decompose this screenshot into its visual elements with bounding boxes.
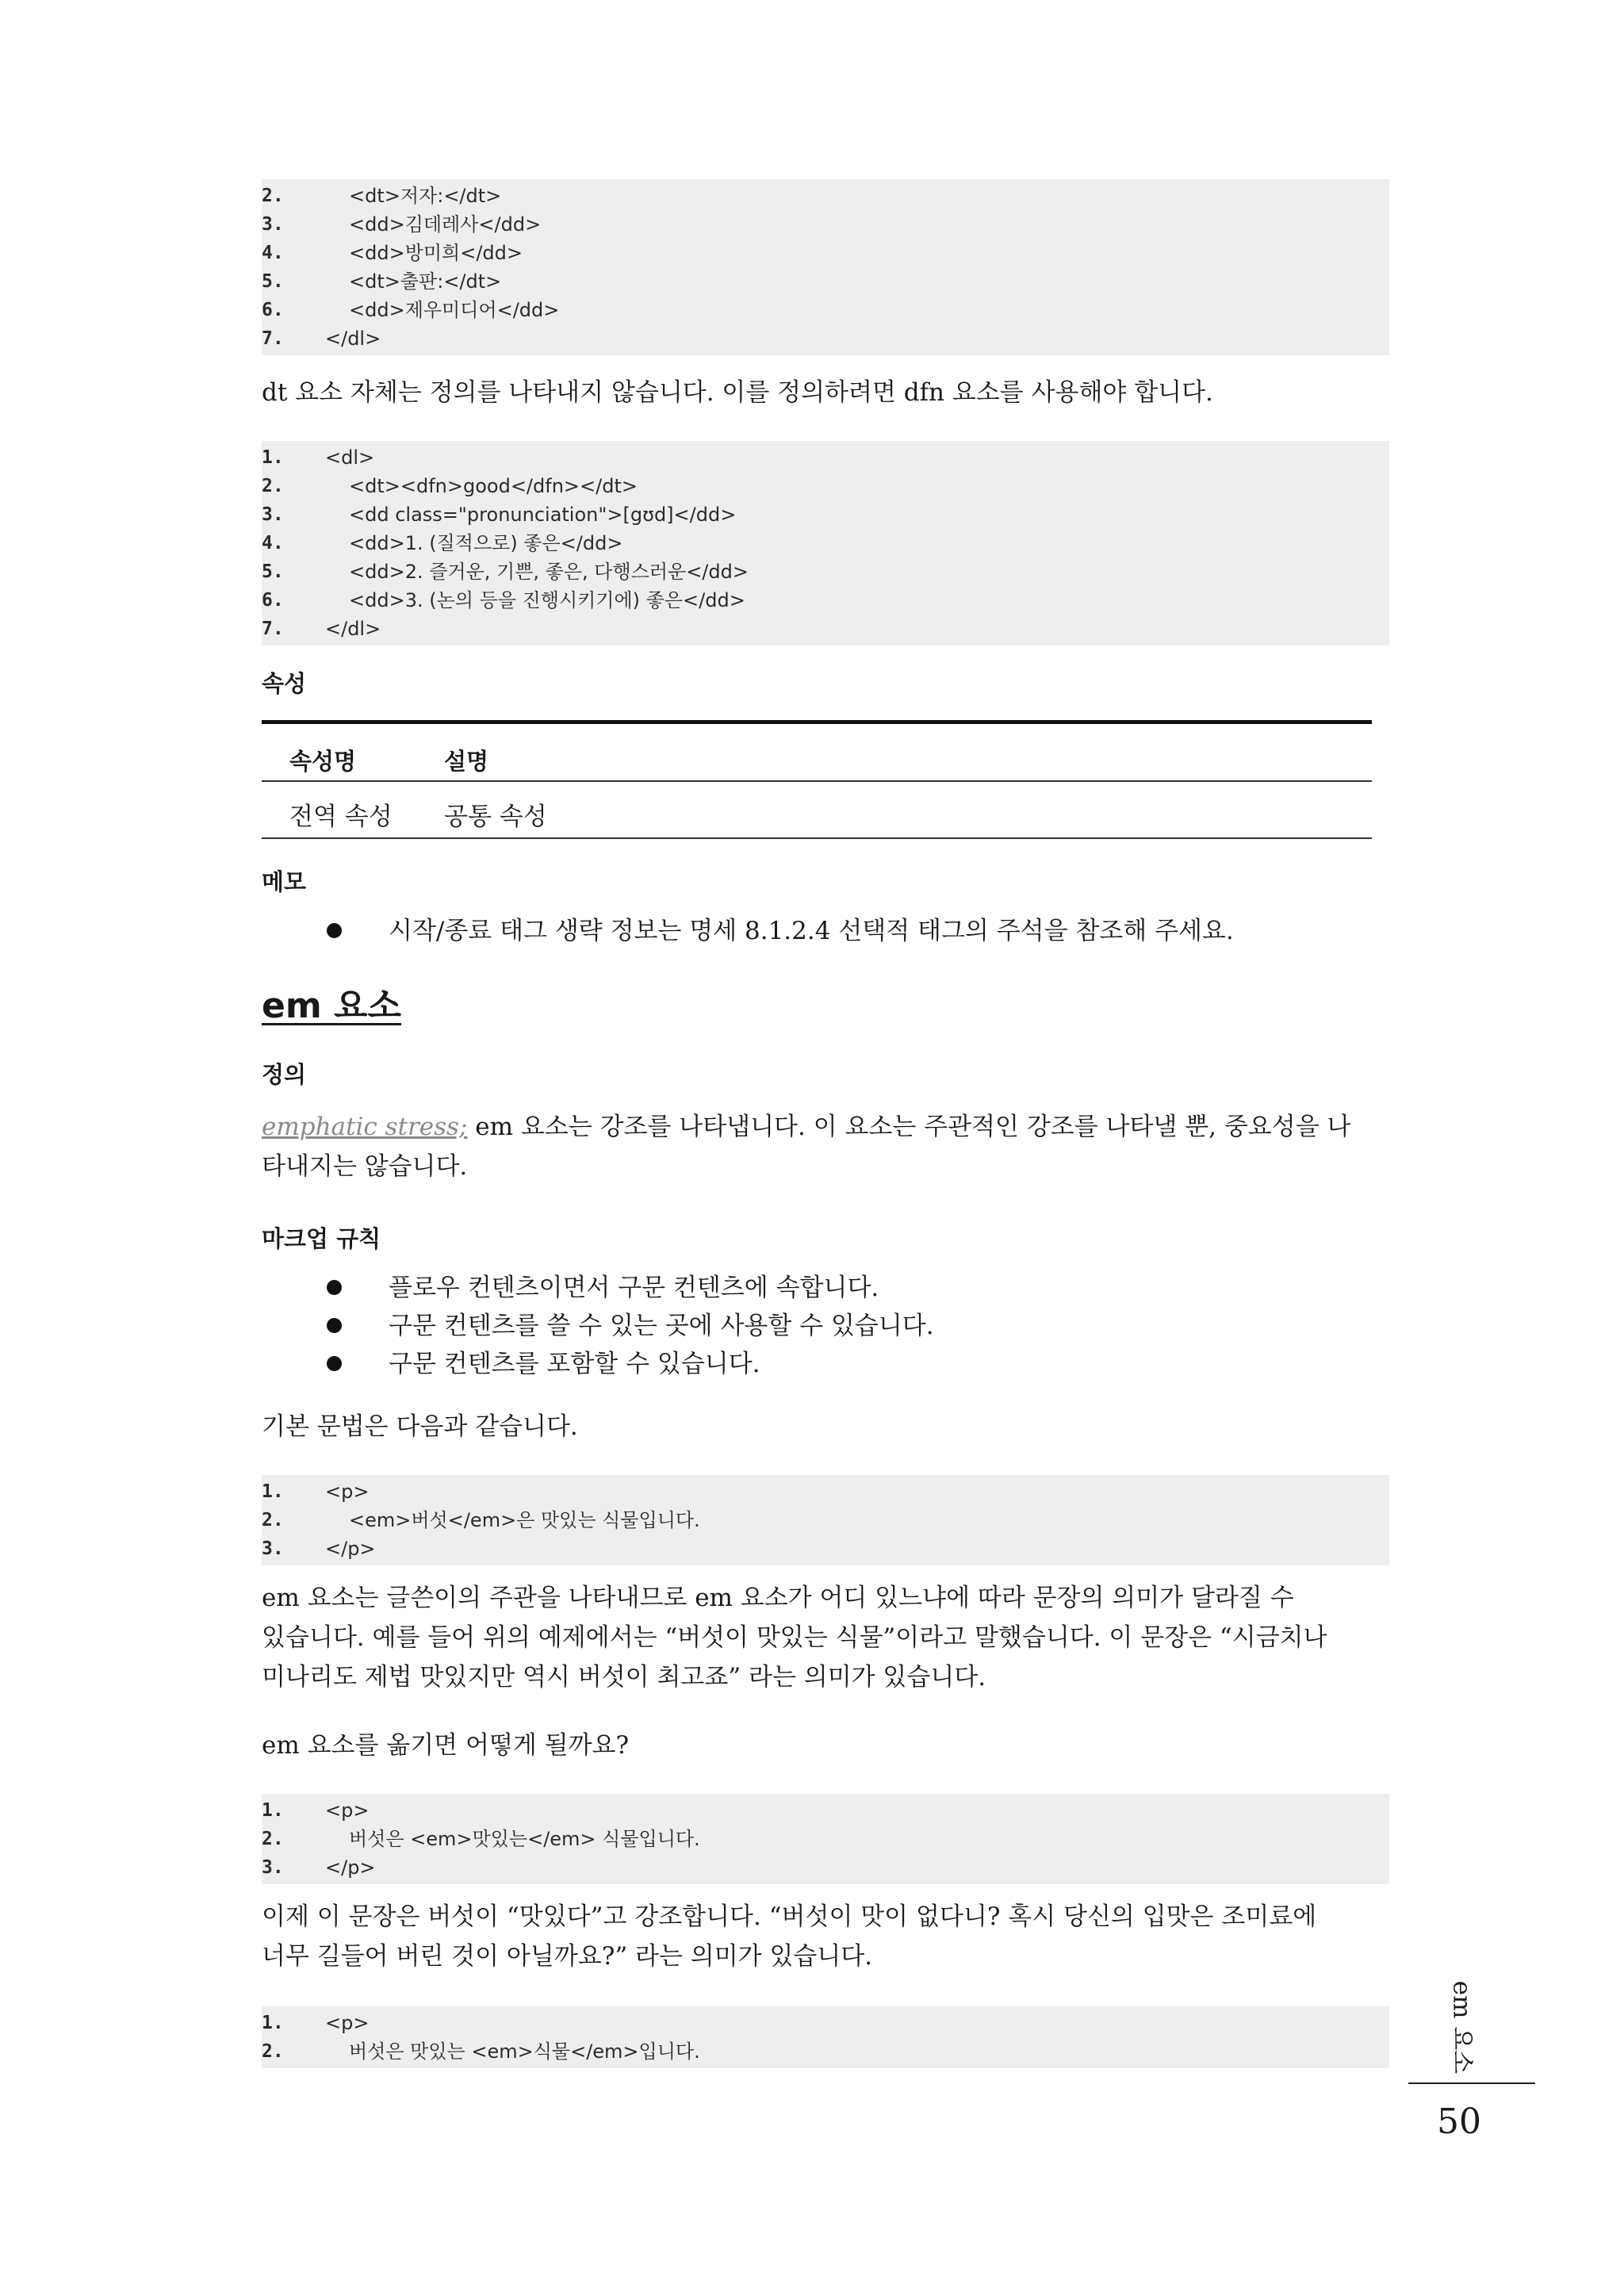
list-item: 시작/종료 태그 생략 정보는 명세 8.1.2.4 선택적 태그의 주석을 참조해 주세요. (327, 912, 1389, 950)
heading-definition: 정의 (262, 1061, 307, 1088)
bullet-icon (327, 1356, 342, 1371)
paragraph-em-emphasis: 이제 이 문장은 버섯이 “맛있다”고 강조합니다. “버섯이 맛이 없다니? 혹시 당신의 입맛은 조미료에 너무 길들어 버린 것이 아닐까요?” 라는 의미가 있습니다. (262, 1902, 1317, 1971)
code-line: 6. <dd>3. (논의 등을 진행시키기에) 좋은</dd> (262, 589, 745, 611)
chapter-side-label: em 요소 (1447, 1980, 1477, 2074)
code-line: 1. <p> (262, 2012, 370, 2034)
paragraph-dt-note: dt 요소 자체는 정의를 나타내지 않습니다. 이를 정의하려면 dfn 요소를 사용해야 합니다. (262, 378, 1213, 407)
code-block-em-moved (262, 1794, 1389, 1884)
code-line: 2. 버섯은 맛있는 <em>식물</em>입니다. (262, 2040, 700, 2063)
code-line: 2. <dt><dfn>good</dfn></dt> (262, 475, 638, 497)
table-cell-attr-name: 전역 속성 (289, 803, 393, 831)
table-cell-description: 공통 속성 (444, 803, 547, 831)
paragraph-definition: emphatic stress; em 요소는 강조를 나타냅니다. 이 요소는 주관적인 강조를 나타낼 뿐, 중요성을 나 타내지는 않습니다. (262, 1113, 1351, 1181)
definition-emphasis: emphatic stress; (262, 1113, 468, 1141)
code-line: 3. </p> (262, 1856, 376, 1879)
code-line: 1. <dl> (262, 446, 375, 469)
code-line: 3. <dd class="pronunciation">[gʊd]</dd> (262, 504, 737, 526)
list-item: 플로우 컨텐츠이면서 구문 컨텐츠에 속합니다. (327, 1269, 1389, 1307)
markup-rules-list (327, 1269, 1389, 1383)
bullet-icon (327, 1280, 342, 1295)
page-number: 50 (1437, 2102, 1481, 2142)
code-line: 4. <dd>1. (질적으로) 좋은</dd> (262, 532, 623, 554)
paragraph-em-meaning: em 요소는 글쓴이의 주관을 나타내므로 em 요소가 어디 있느냐에 따라 문장의 의미가 달라질 수 있습니다. 예를 들어 위의 예제에서는 “버섯이 맛있는 식물”이라고 말했습니다. 이 문장은 “시금치나 미나리도 제법 맛있지만 역시 버섯이 최고죠” 라는 의미가 있습니다. (262, 1584, 1327, 1692)
heading-memo: 메모 (262, 868, 307, 895)
list-item: 구문 컨텐츠를 쓸 수 있는 곳에 사용할 수 있습니다. (327, 1307, 1389, 1345)
bullet-icon (327, 1318, 342, 1333)
code-line: 3. </p> (262, 1538, 376, 1560)
code-line: 2. <dt>저자:</dt> (262, 185, 502, 207)
paragraph-basic-syntax: 기본 문법은 다음과 같습니다. (262, 1412, 578, 1441)
code-line: 2. 버섯은 <em>맛있는</em> 식물입니다. (262, 1828, 700, 1850)
code-line: 4. <dd>방미희</dd> (262, 242, 523, 264)
code-line: 6. <dd>제우미디어</dd> (262, 299, 560, 321)
table-top-rule (262, 720, 1372, 724)
bullet-icon (327, 923, 342, 938)
footer-rule (1408, 2082, 1535, 2084)
heading-attributes: 속성 (262, 670, 307, 697)
table-header-rule (262, 780, 1372, 782)
code-line: 5. <dd>2. 즐거운, 기쁜, 좋은, 다행스러운</dd> (262, 561, 749, 583)
code-line: 7. </dl> (262, 328, 381, 350)
code-line: 5. <dt>출판:</dt> (262, 270, 502, 293)
table-header-description: 설명 (444, 748, 489, 775)
code-line: 1. <p> (262, 1799, 370, 1822)
code-block-em-plant (262, 2006, 1389, 2068)
section-title: em 요소 (262, 986, 402, 1026)
paragraph-move-em: em 요소를 옮기면 어떻게 될까요? (262, 1731, 630, 1760)
code-block-em-basic (262, 1475, 1389, 1565)
memo-list (327, 912, 1389, 950)
heading-markup-rules: 마크업 규칙 (262, 1225, 381, 1252)
code-line: 7. </dl> (262, 618, 381, 640)
code-line: 2. <em>버섯</em>은 맛있는 식물입니다. (262, 1509, 700, 1531)
code-block-dl-continued (262, 179, 1389, 355)
table-bottom-rule (262, 837, 1372, 839)
table-header-attr-name: 속성명 (289, 748, 357, 775)
code-block-dfn-example (262, 441, 1389, 646)
list-item: 구문 컨텐츠를 포함할 수 있습니다. (327, 1345, 1389, 1383)
code-line: 1. <p> (262, 1481, 370, 1503)
code-line: 3. <dd>김데레사</dd> (262, 213, 542, 236)
